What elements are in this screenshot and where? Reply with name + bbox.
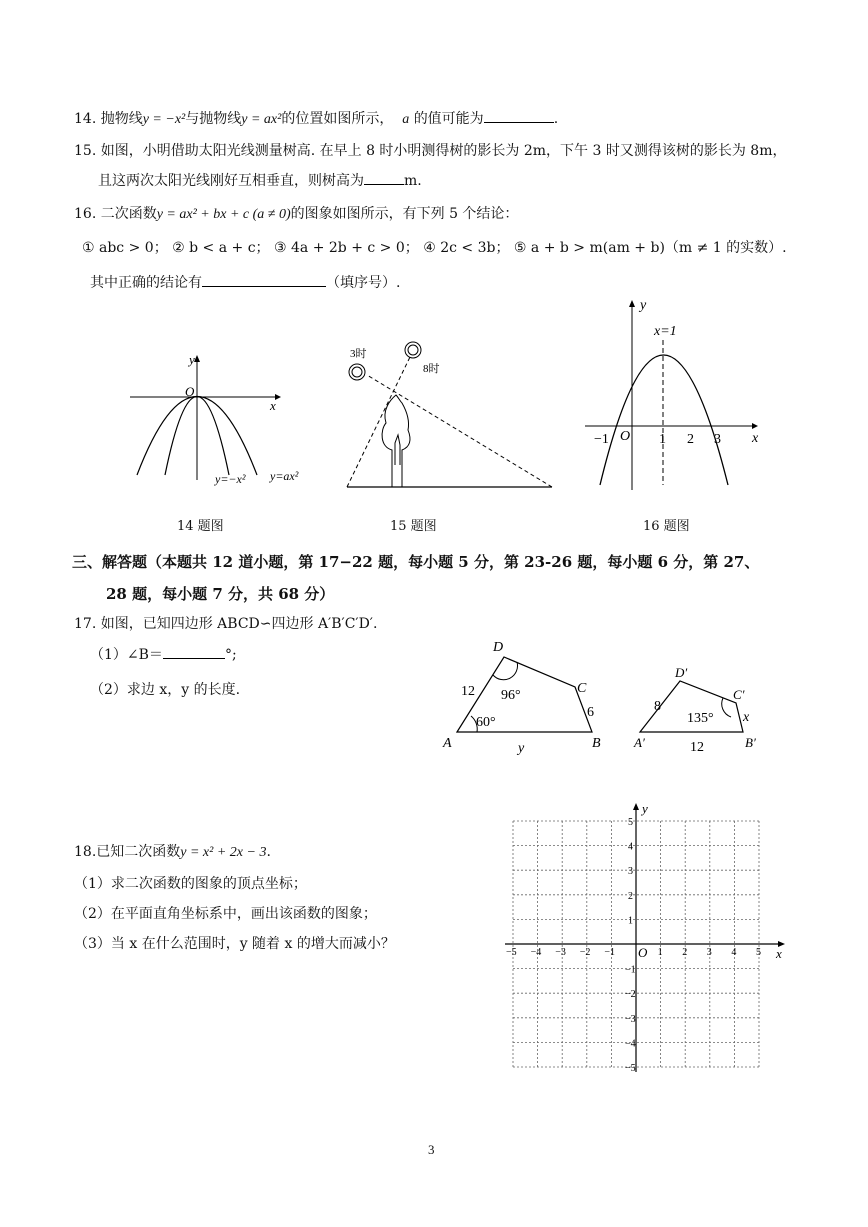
- q18-end: .: [266, 844, 271, 860]
- question-18-stem: [74, 842, 271, 863]
- question-15-line-1: 15. 如图，小明借助太阳光线测量树高. 在早上 8 时小明测得树的影长为 2m，下午 3 时又测得该树的影长为 8m，: [74, 143, 787, 159]
- q14-end: .: [553, 111, 559, 127]
- q16-ask: [90, 272, 400, 293]
- vertex-a: A: [443, 736, 452, 751]
- grid-x-tick: 4: [731, 947, 737, 958]
- q16-conclusions: ① abc > 0； ② b < a + c； ③ 4a + 2b + c > 0； ④ 2c < 3b； ⑤ a + b > m(am + b)（m ≠ 1 的实数）.: [82, 240, 787, 256]
- question-16: [74, 204, 518, 225]
- q14-eq-2: y = ax²: [241, 112, 282, 127]
- fig16-tick-3: 3: [714, 432, 721, 447]
- q17-part-1-text: （1）∠B＝: [90, 647, 163, 663]
- q18-stem-text: 18.已知二次函数: [74, 844, 181, 860]
- grid-x-tick: 5: [756, 947, 761, 958]
- figure-17: [435, 635, 765, 760]
- fig16-y-label: y: [640, 298, 647, 313]
- q16-answer-blank[interactable]: [202, 272, 326, 287]
- q16-eq: y = ax² + bx + c (a ≠ 0): [156, 207, 291, 222]
- figure-14: [125, 350, 315, 495]
- grid-x-tick: 2: [682, 947, 688, 958]
- fig14-y-label: y: [189, 352, 195, 367]
- q16-text-1: 二次函数: [100, 206, 157, 222]
- q14-text-2: 与抛物线: [185, 111, 242, 127]
- grid-x-tick: −3: [555, 947, 566, 958]
- q16-text-2: 的图象如图所示，有下列 5 个结论：: [290, 206, 519, 222]
- q16-number: 16.: [74, 206, 97, 222]
- fig16-tick-m1: −1: [594, 432, 609, 447]
- q14-answer-blank[interactable]: [484, 108, 554, 123]
- fig14-label-2: y=ax²: [270, 469, 299, 483]
- q16-ask-text: 其中正确的结论有: [90, 275, 202, 291]
- grid-x-tick: −5: [506, 947, 517, 958]
- side-a1b1: 12: [690, 740, 704, 755]
- q15-text: 且这两次太阳光线刚好互相垂直，则树高为: [98, 173, 364, 189]
- grid-y-tick: 4: [628, 841, 633, 853]
- q15-unit: m.: [404, 173, 422, 189]
- question-14: [74, 108, 558, 130]
- q16-ask-end: （填序号）.: [326, 275, 401, 291]
- vertex-b-prime: B′: [745, 735, 756, 750]
- q15-answer-blank[interactable]: [364, 170, 404, 185]
- fig16-parabola: [600, 355, 728, 485]
- q14-text-3: 的位置如图所示，: [281, 111, 394, 127]
- grid-y-tick: −4: [625, 1038, 636, 1050]
- section-3-heading-line-2: 28 题，每小题 7 分，共 68 分）: [106, 585, 335, 603]
- grid-y-tick: 1: [628, 915, 633, 927]
- grid-y-tick: −2: [625, 989, 636, 1001]
- q17-answer-blank[interactable]: [163, 644, 225, 659]
- q17-part-1: [90, 644, 237, 665]
- grid-y-tick: −5: [625, 1063, 636, 1074]
- grid-x-label: x: [776, 946, 782, 961]
- fig14-origin: O: [185, 384, 195, 399]
- question-17-stem: 17. 如图，已知四边形 ABCD∽四边形 A′B′C′D′.: [74, 616, 378, 632]
- fig16-x-label: x: [752, 431, 759, 446]
- section-3-heading-line-1: 三、解答题（本题共 12 道小题，第 17−22 题，每小题 5 分，第 23-26 题，每小题 6 分，第 27、: [72, 553, 760, 571]
- side-bc: 6: [587, 705, 594, 720]
- grid-origin: O: [638, 945, 648, 960]
- fig16-axis-label: x=1: [654, 324, 677, 339]
- fig15-label-8: 8时: [423, 363, 440, 375]
- grid-y-tick: 3: [628, 866, 633, 878]
- figure-16: [580, 295, 770, 495]
- grid-x-tick: 3: [706, 947, 712, 958]
- side-b1c1: x: [743, 710, 750, 725]
- page-number: 3: [428, 1142, 435, 1157]
- q14-number: 14.: [74, 111, 97, 127]
- figure-15: [340, 335, 560, 495]
- fig14-caption: 14 题图: [177, 519, 224, 534]
- fig14-label-1: y=−x²: [215, 472, 246, 486]
- q18-part-1: （1）求二次函数的图象的顶点坐标；: [74, 876, 307, 892]
- fig15-caption: 15 题图: [390, 519, 437, 534]
- fig16-caption: 16 题图: [643, 519, 690, 534]
- q14-eq-1: y = −x²: [142, 112, 186, 127]
- grid-y-label: y: [642, 801, 648, 816]
- grid-y-tick: −1: [625, 964, 636, 976]
- quadrilateral-a1b1c1d1: [633, 665, 756, 755]
- q14-text-4: 的值可能为: [413, 111, 484, 127]
- quadrilateral-abcd: [442, 640, 601, 756]
- vertex-c-prime: C′: [733, 687, 745, 702]
- angle-d: 96°: [501, 688, 521, 703]
- q17-part-2: （2）求边 x，y 的长度.: [90, 682, 241, 698]
- q18-part-3: （3）当 x 在什么范围时，y 随着 x 的增大而减小？: [74, 936, 395, 952]
- vertex-c: C: [577, 681, 587, 696]
- grid-x-tick: −4: [530, 947, 542, 958]
- question-15-line-2: [98, 170, 422, 191]
- angle-c-prime: 135°: [687, 711, 714, 726]
- grid-y-tick: 2: [628, 890, 633, 902]
- coordinate-grid[interactable]: [500, 800, 790, 1075]
- fig15-sun-8: [405, 342, 421, 358]
- q14-var: a: [402, 112, 410, 127]
- fig15-sun-3: [349, 364, 365, 380]
- fig16-tick-2: 2: [687, 432, 694, 447]
- vertex-d: D: [493, 640, 504, 655]
- fig16-origin: O: [620, 429, 631, 444]
- vertex-a-prime: A′: [634, 735, 645, 750]
- angle-a: 60°: [476, 715, 496, 730]
- q17-part-1-end: °;: [224, 647, 237, 663]
- fig16-tick-1: 1: [659, 432, 666, 447]
- fig15-ray-8: [367, 375, 552, 487]
- fig14-x-label: x: [270, 398, 276, 413]
- side-ab: y: [518, 741, 525, 756]
- fig15-label-3: 3时: [350, 348, 367, 360]
- grid-x-tick: 1: [657, 947, 663, 958]
- grid-x-tick: −1: [604, 947, 616, 958]
- q18-eq: y = x² + 2x − 3: [180, 845, 267, 860]
- side-ad: 12: [461, 684, 475, 699]
- grid-x-tick: −2: [579, 947, 591, 958]
- q14-text-1: 抛物线: [100, 111, 143, 127]
- grid-y-tick: 5: [628, 817, 633, 828]
- vertex-d-prime: D′: [675, 665, 688, 680]
- grid-y-tick: −3: [625, 1013, 636, 1025]
- vertex-b: B: [592, 736, 601, 751]
- q18-part-2: （2）在平面直角坐标系中，画出该函数的图象；: [74, 906, 377, 922]
- side-a1d1: 8: [654, 699, 661, 714]
